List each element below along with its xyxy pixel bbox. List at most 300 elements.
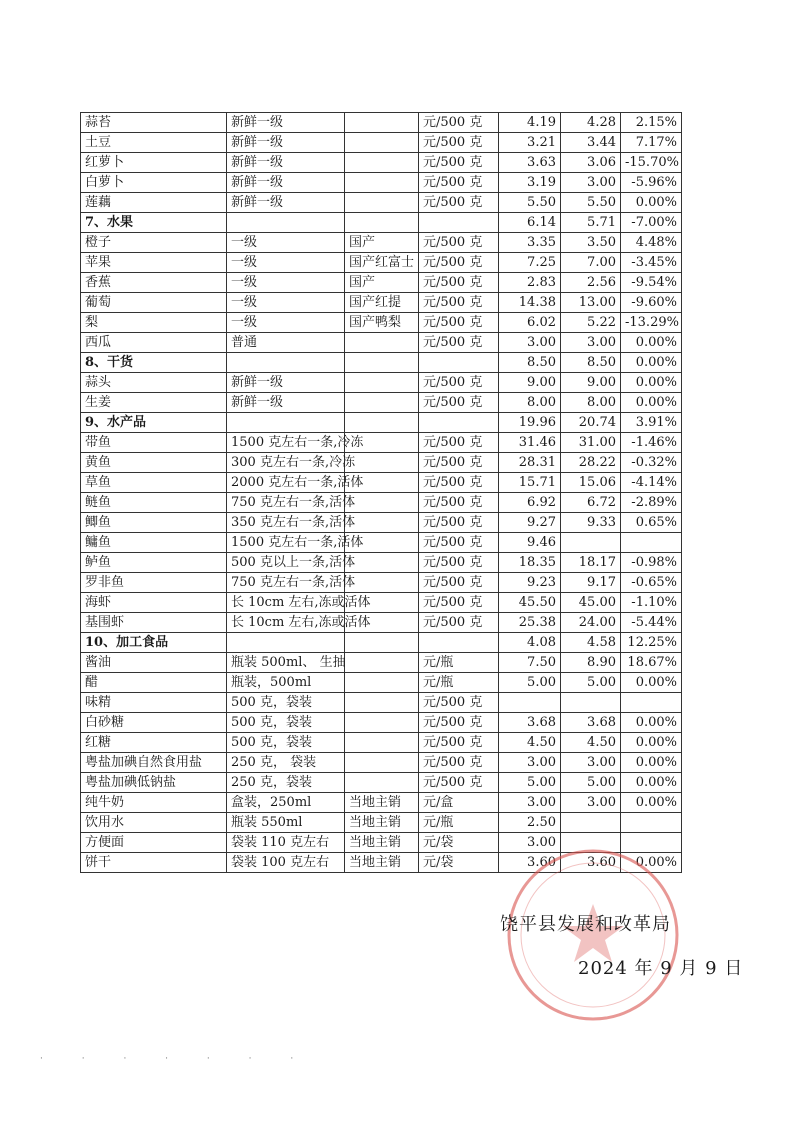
- cell-unit: 元/500 克: [419, 293, 499, 313]
- table-row: [81, 373, 682, 393]
- cell-current-price: 8.00: [561, 393, 621, 413]
- cell-unit: 元/500 克: [419, 313, 499, 333]
- cell-prev-price: 6.14: [499, 213, 561, 233]
- cell-current-price: 3.68: [561, 713, 621, 733]
- cell-name: 鲫鱼: [81, 513, 227, 533]
- table-row: [81, 233, 682, 253]
- cell-current-price: 18.17: [561, 553, 621, 573]
- cell-name: 黄鱼: [81, 453, 227, 473]
- cell-prev-price: 2.50: [499, 813, 561, 833]
- cell-current-price: 8.90: [561, 653, 621, 673]
- cell-unit: 元/500 克: [419, 513, 499, 533]
- cell-change: -4.14%: [621, 473, 682, 493]
- cell-unit: 元/500 克: [419, 553, 499, 573]
- cell-origin: 国产红提: [345, 293, 419, 313]
- cell-origin: [345, 173, 419, 193]
- cell-name: 生姜: [81, 393, 227, 413]
- cell-origin: [345, 353, 419, 373]
- cell-origin: [345, 153, 419, 173]
- cell-prev-price: [499, 693, 561, 713]
- cell-current-price: 6.72: [561, 493, 621, 513]
- cell-unit: [419, 633, 499, 653]
- cell-name: 方便面: [81, 833, 227, 853]
- cell-current-price: 45.00: [561, 593, 621, 613]
- cell-name: 8、干货: [81, 353, 227, 373]
- cell-name: 海虾: [81, 593, 227, 613]
- table-row: [81, 493, 682, 513]
- cell-change: 0.00%: [621, 793, 682, 813]
- cell-spec: 新鲜一级: [227, 373, 345, 393]
- table-row: [81, 673, 682, 693]
- cell-prev-price: 6.92: [499, 493, 561, 513]
- cell-name: 红萝卜: [81, 153, 227, 173]
- cell-origin: [345, 553, 419, 573]
- cell-prev-price: 7.50: [499, 653, 561, 673]
- table-row: [81, 533, 682, 553]
- cell-spec: 500 克以上一条,活体: [227, 553, 345, 573]
- cell-current-price: 28.22: [561, 453, 621, 473]
- cell-prev-price: 6.02: [499, 313, 561, 333]
- cell-origin: [345, 333, 419, 353]
- cell-current-price: 15.06: [561, 473, 621, 493]
- cell-current-price: 20.74: [561, 413, 621, 433]
- cell-spec: 长 10cm 左右,冻或活体: [227, 613, 345, 633]
- cell-origin: [345, 513, 419, 533]
- table-row: [81, 553, 682, 573]
- cell-prev-price: 3.00: [499, 833, 561, 853]
- cell-name: 味精: [81, 693, 227, 713]
- table-row: [81, 153, 682, 173]
- cell-spec: [227, 633, 345, 653]
- cell-current-price: 5.50: [561, 193, 621, 213]
- table-row: [81, 393, 682, 413]
- cell-unit: 元/瓶: [419, 813, 499, 833]
- table-row: [81, 473, 682, 493]
- cell-prev-price: 2.83: [499, 273, 561, 293]
- cell-unit: 元/500 克: [419, 773, 499, 793]
- table-row: [81, 293, 682, 313]
- cell-current-price: 3.44: [561, 133, 621, 153]
- cell-unit: 元/袋: [419, 853, 499, 873]
- cell-change: 0.00%: [621, 373, 682, 393]
- table-row: [81, 513, 682, 533]
- cell-change: 0.00%: [621, 393, 682, 413]
- cell-name: 粤盐加碘自然食用盐: [81, 753, 227, 773]
- cell-current-price: 3.00: [561, 793, 621, 813]
- table-body: [81, 113, 682, 873]
- cell-prev-price: 4.08: [499, 633, 561, 653]
- cell-prev-price: 3.00: [499, 793, 561, 813]
- cell-spec: 1500 克左右一条,活体: [227, 533, 345, 553]
- cell-name: 西瓜: [81, 333, 227, 353]
- cell-unit: 元/500 克: [419, 573, 499, 593]
- cell-current-price: 4.58: [561, 633, 621, 653]
- cell-unit: 元/500 克: [419, 113, 499, 133]
- cell-name: 葡萄: [81, 293, 227, 313]
- cell-prev-price: 15.71: [499, 473, 561, 493]
- cell-change: 0.00%: [621, 193, 682, 213]
- cell-prev-price: 3.00: [499, 753, 561, 773]
- cell-spec: 瓶装 500ml、 生抽: [227, 653, 345, 673]
- cell-spec: [227, 353, 345, 373]
- cell-current-price: 3.00: [561, 333, 621, 353]
- cell-name: 土豆: [81, 133, 227, 153]
- cell-spec: 盒装，250ml: [227, 793, 345, 813]
- table-row: [81, 273, 682, 293]
- cell-name: 梨: [81, 313, 227, 333]
- cell-unit: 元/500 克: [419, 333, 499, 353]
- cell-change: -1.46%: [621, 433, 682, 453]
- cell-origin: 当地主销: [345, 833, 419, 853]
- cell-name: 10、加工食品: [81, 633, 227, 653]
- cell-unit: 元/500 克: [419, 613, 499, 633]
- cell-spec: [227, 413, 345, 433]
- cell-unit: 元/500 克: [419, 753, 499, 773]
- cell-change: 4.48%: [621, 233, 682, 253]
- table-row: [81, 433, 682, 453]
- cell-change: 0.00%: [621, 853, 682, 873]
- cell-spec: 一级: [227, 313, 345, 333]
- scan-artifacts: · · · · · · ·: [40, 1054, 312, 1064]
- cell-prev-price: 3.63: [499, 153, 561, 173]
- cell-origin: [345, 573, 419, 593]
- cell-name: 饮用水: [81, 813, 227, 833]
- table-row: [81, 713, 682, 733]
- cell-change: -5.96%: [621, 173, 682, 193]
- cell-name: 基围虾: [81, 613, 227, 633]
- cell-origin: [345, 633, 419, 653]
- cell-prev-price: 9.23: [499, 573, 561, 593]
- cell-unit: 元/500 克: [419, 593, 499, 613]
- cell-change: -1.10%: [621, 593, 682, 613]
- cell-spec: 新鲜一级: [227, 393, 345, 413]
- cell-spec: 新鲜一级: [227, 153, 345, 173]
- cell-change: 3.91%: [621, 413, 682, 433]
- cell-unit: 元/500 克: [419, 173, 499, 193]
- cell-origin: 当地主销: [345, 793, 419, 813]
- cell-change: [621, 533, 682, 553]
- cell-current-price: 3.00: [561, 173, 621, 193]
- cell-spec: 350 克左右一条,活体: [227, 513, 345, 533]
- price-table: [80, 112, 682, 873]
- cell-current-price: 4.28: [561, 113, 621, 133]
- cell-spec: 新鲜一级: [227, 173, 345, 193]
- cell-unit: 元/500 克: [419, 473, 499, 493]
- cell-prev-price: 8.50: [499, 353, 561, 373]
- table-row: [81, 653, 682, 673]
- cell-current-price: 5.00: [561, 773, 621, 793]
- cell-name: 白萝卜: [81, 173, 227, 193]
- cell-name: 红糖: [81, 733, 227, 753]
- cell-prev-price: 5.00: [499, 673, 561, 693]
- cell-name: 草鱼: [81, 473, 227, 493]
- cell-prev-price: 3.60: [499, 853, 561, 873]
- cell-prev-price: 3.00: [499, 333, 561, 353]
- cell-current-price: [561, 693, 621, 713]
- cell-change: -13.29%: [621, 313, 682, 333]
- cell-name: 苹果: [81, 253, 227, 273]
- cell-prev-price: 5.50: [499, 193, 561, 213]
- cell-change: -9.60%: [621, 293, 682, 313]
- cell-unit: 元/袋: [419, 833, 499, 853]
- cell-change: 0.00%: [621, 713, 682, 733]
- cell-prev-price: 14.38: [499, 293, 561, 313]
- cell-spec: 长 10cm 左右,冻或活体: [227, 593, 345, 613]
- table-row: [81, 613, 682, 633]
- table-row: [81, 813, 682, 833]
- cell-prev-price: 31.46: [499, 433, 561, 453]
- cell-origin: 国产: [345, 233, 419, 253]
- table-row: [81, 313, 682, 333]
- cell-name: 罗非鱼: [81, 573, 227, 593]
- cell-current-price: 9.33: [561, 513, 621, 533]
- cell-change: -0.98%: [621, 553, 682, 573]
- cell-current-price: 8.50: [561, 353, 621, 373]
- cell-unit: 元/500 克: [419, 193, 499, 213]
- cell-unit: 元/500 克: [419, 693, 499, 713]
- cell-name: 纯牛奶: [81, 793, 227, 813]
- table-row: [81, 733, 682, 753]
- cell-current-price: 13.00: [561, 293, 621, 313]
- cell-origin: 国产红富士: [345, 253, 419, 273]
- cell-spec: 500 克，袋装: [227, 733, 345, 753]
- cell-current-price: 24.00: [561, 613, 621, 633]
- cell-prev-price: 3.19: [499, 173, 561, 193]
- cell-origin: [345, 653, 419, 673]
- cell-prev-price: 28.31: [499, 453, 561, 473]
- cell-unit: 元/盒: [419, 793, 499, 813]
- cell-change: -0.32%: [621, 453, 682, 473]
- cell-unit: 元/瓶: [419, 673, 499, 693]
- cell-origin: [345, 733, 419, 753]
- cell-change: -0.65%: [621, 573, 682, 593]
- cell-change: 12.25%: [621, 633, 682, 653]
- cell-change: -7.00%: [621, 213, 682, 233]
- cell-current-price: 3.00: [561, 753, 621, 773]
- table-row: [81, 773, 682, 793]
- cell-unit: 元/500 克: [419, 273, 499, 293]
- cell-name: 鳙鱼: [81, 533, 227, 553]
- cell-origin: [345, 213, 419, 233]
- cell-prev-price: 8.00: [499, 393, 561, 413]
- cell-prev-price: 4.50: [499, 733, 561, 753]
- cell-current-price: 5.22: [561, 313, 621, 333]
- cell-change: -5.44%: [621, 613, 682, 633]
- cell-origin: [345, 453, 419, 473]
- cell-spec: 500 克，袋装: [227, 693, 345, 713]
- cell-spec: 新鲜一级: [227, 133, 345, 153]
- cell-origin: [345, 393, 419, 413]
- table-row: [81, 573, 682, 593]
- cell-spec: 普通: [227, 333, 345, 353]
- footer-date: 2024 年 9 月 9 日: [578, 958, 744, 979]
- cell-change: [621, 813, 682, 833]
- cell-unit: 元/500 克: [419, 253, 499, 273]
- cell-spec: 新鲜一级: [227, 113, 345, 133]
- cell-prev-price: 9.00: [499, 373, 561, 393]
- cell-current-price: 4.50: [561, 733, 621, 753]
- cell-name: 鲢鱼: [81, 493, 227, 513]
- cell-origin: [345, 373, 419, 393]
- cell-unit: 元/500 克: [419, 453, 499, 473]
- cell-current-price: 3.50: [561, 233, 621, 253]
- cell-spec: [227, 213, 345, 233]
- cell-unit: [419, 413, 499, 433]
- cell-spec: 一级: [227, 253, 345, 273]
- cell-change: -2.89%: [621, 493, 682, 513]
- cell-unit: 元/500 克: [419, 713, 499, 733]
- cell-name: 醋: [81, 673, 227, 693]
- footer-organization: 饶平县发展和改革局: [500, 914, 671, 935]
- section-row: [81, 353, 682, 373]
- table-row: [81, 173, 682, 193]
- cell-origin: 国产鸭梨: [345, 313, 419, 333]
- cell-current-price: [561, 813, 621, 833]
- section-row: [81, 213, 682, 233]
- cell-current-price: 9.17: [561, 573, 621, 593]
- cell-change: -3.45%: [621, 253, 682, 273]
- cell-spec: 250 克， 袋装: [227, 753, 345, 773]
- cell-change: 0.00%: [621, 333, 682, 353]
- section-row: [81, 413, 682, 433]
- cell-spec: 1500 克左右一条,冷冻: [227, 433, 345, 453]
- cell-origin: [345, 693, 419, 713]
- cell-prev-price: 9.46: [499, 533, 561, 553]
- cell-change: -15.70%: [621, 153, 682, 173]
- cell-name: 香蕉: [81, 273, 227, 293]
- cell-spec: 袋装 110 克左右: [227, 833, 345, 853]
- cell-current-price: [561, 533, 621, 553]
- cell-current-price: 31.00: [561, 433, 621, 453]
- cell-change: 0.00%: [621, 353, 682, 373]
- cell-spec: 2000 克左右一条,活体: [227, 473, 345, 493]
- cell-spec: 250 克，袋装: [227, 773, 345, 793]
- cell-origin: 国产: [345, 273, 419, 293]
- cell-unit: 元/500 克: [419, 433, 499, 453]
- cell-spec: 300 克左右一条,冷冻: [227, 453, 345, 473]
- cell-name: 橙子: [81, 233, 227, 253]
- cell-spec: 新鲜一级: [227, 193, 345, 213]
- cell-current-price: 5.00: [561, 673, 621, 693]
- table-row: [81, 693, 682, 713]
- cell-spec: 750 克左右一条,活体: [227, 493, 345, 513]
- cell-spec: 500 克，袋装: [227, 713, 345, 733]
- cell-prev-price: 25.38: [499, 613, 561, 633]
- cell-prev-price: 3.35: [499, 233, 561, 253]
- cell-name: 鲈鱼: [81, 553, 227, 573]
- cell-name: 酱油: [81, 653, 227, 673]
- cell-change: 2.15%: [621, 113, 682, 133]
- cell-prev-price: 19.96: [499, 413, 561, 433]
- cell-change: -9.54%: [621, 273, 682, 293]
- section-row: [81, 633, 682, 653]
- table-row: [81, 793, 682, 813]
- cell-change: 7.17%: [621, 133, 682, 153]
- cell-spec: 一级: [227, 273, 345, 293]
- table-row: [81, 753, 682, 773]
- cell-change: [621, 693, 682, 713]
- cell-origin: [345, 673, 419, 693]
- cell-unit: 元/500 克: [419, 393, 499, 413]
- cell-unit: 元/500 克: [419, 133, 499, 153]
- table-row: [81, 333, 682, 353]
- cell-unit: 元/500 克: [419, 153, 499, 173]
- cell-current-price: 7.00: [561, 253, 621, 273]
- cell-origin: 当地主销: [345, 813, 419, 833]
- cell-name: 莲藕: [81, 193, 227, 213]
- cell-name: 粤盐加碘低钠盐: [81, 773, 227, 793]
- cell-origin: [345, 113, 419, 133]
- cell-unit: 元/500 克: [419, 733, 499, 753]
- cell-current-price: 2.56: [561, 273, 621, 293]
- cell-name: 蒜头: [81, 373, 227, 393]
- table-row: [81, 193, 682, 213]
- cell-spec: 一级: [227, 293, 345, 313]
- cell-unit: [419, 213, 499, 233]
- cell-unit: 元/瓶: [419, 653, 499, 673]
- cell-prev-price: 9.27: [499, 513, 561, 533]
- cell-change: 0.00%: [621, 673, 682, 693]
- cell-unit: 元/500 克: [419, 493, 499, 513]
- cell-change: 0.65%: [621, 513, 682, 533]
- table-row: [81, 253, 682, 273]
- cell-unit: 元/500 克: [419, 233, 499, 253]
- cell-spec: 一级: [227, 233, 345, 253]
- cell-prev-price: 5.00: [499, 773, 561, 793]
- cell-spec: 瓶装，500ml: [227, 673, 345, 693]
- cell-change: 0.00%: [621, 733, 682, 753]
- cell-origin: [345, 413, 419, 433]
- cell-origin: [345, 753, 419, 773]
- cell-spec: 瓶装 550ml: [227, 813, 345, 833]
- cell-name: 饼干: [81, 853, 227, 873]
- table-row: [81, 133, 682, 153]
- cell-change: 0.00%: [621, 773, 682, 793]
- cell-spec: 750 克左右一条,活体: [227, 573, 345, 593]
- cell-unit: 元/500 克: [419, 533, 499, 553]
- cell-change: 18.67%: [621, 653, 682, 673]
- cell-name: 7、水果: [81, 213, 227, 233]
- table-row: [81, 453, 682, 473]
- cell-prev-price: 3.68: [499, 713, 561, 733]
- cell-origin: [345, 193, 419, 213]
- cell-prev-price: 7.25: [499, 253, 561, 273]
- cell-prev-price: 4.19: [499, 113, 561, 133]
- cell-unit: [419, 353, 499, 373]
- cell-unit: 元/500 克: [419, 373, 499, 393]
- cell-current-price: 5.71: [561, 213, 621, 233]
- cell-name: 白砂糖: [81, 713, 227, 733]
- table-row: [81, 593, 682, 613]
- table-row: [81, 113, 682, 133]
- cell-name: 蒜苔: [81, 113, 227, 133]
- cell-prev-price: 3.21: [499, 133, 561, 153]
- cell-origin: [345, 133, 419, 153]
- cell-name: 9、水产品: [81, 413, 227, 433]
- cell-origin: [345, 773, 419, 793]
- cell-origin: [345, 713, 419, 733]
- cell-origin: [345, 493, 419, 513]
- cell-prev-price: 18.35: [499, 553, 561, 573]
- cell-change: 0.00%: [621, 753, 682, 773]
- cell-prev-price: 45.50: [499, 593, 561, 613]
- cell-spec: 袋装 100 克左右: [227, 853, 345, 873]
- cell-current-price: 3.06: [561, 153, 621, 173]
- cell-current-price: 9.00: [561, 373, 621, 393]
- cell-name: 带鱼: [81, 433, 227, 453]
- cell-origin: 当地主销: [345, 853, 419, 873]
- cell-current-price: 3.60: [561, 853, 621, 873]
